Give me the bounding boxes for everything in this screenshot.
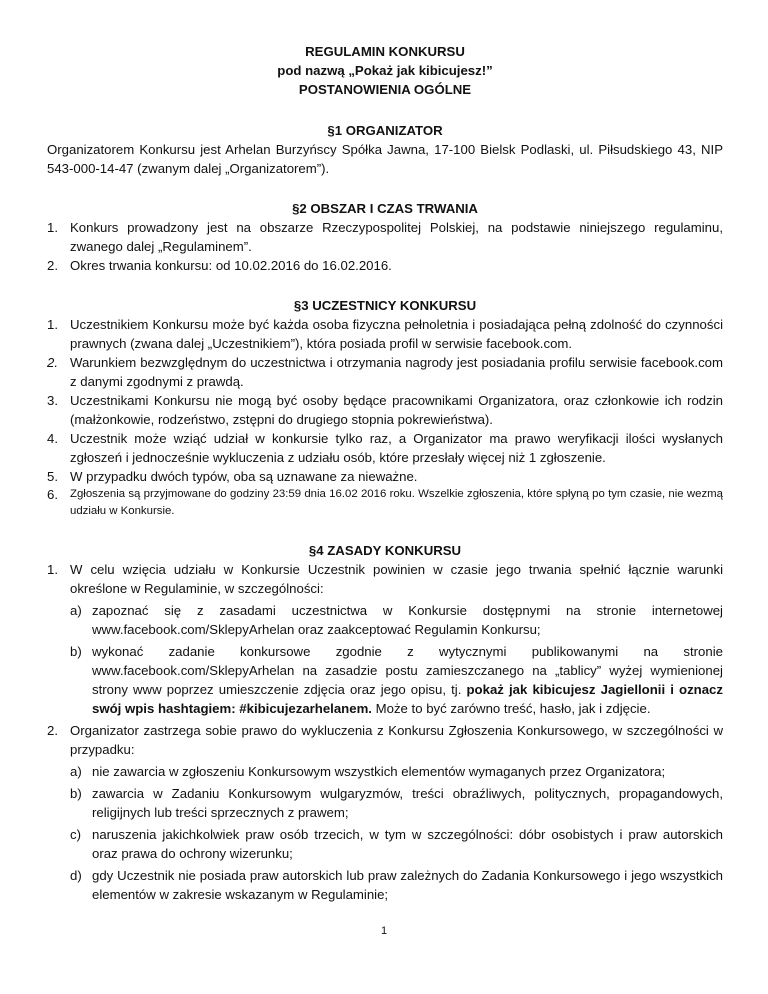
bold-instruction: pokaż jak kibicujesz Jagiellonii i oznacz swój wpis hashtagiem: #kibicujezarhelanem. xyxy=(92,682,723,716)
list-item: 4. Uczestnik może wziąć udział w konkursie tylko raz, a Organizator ma prawo weryfikacji ilości wysłanych zgłoszeń i jednocześnie wykluczenia z udziału osób, które przesłały więcej niż 1 zgłoszenie. xyxy=(47,431,723,465)
list-item: 1. Uczestnikiem Konkursu może być każda osoba fizyczna pełnoletnia i posiadająca pełną zdolność do czynności prawnych (zwana dalej „Uczestnikiem”), która posiada profil w serwisie facebook.com. xyxy=(47,317,723,351)
sub-list-item: a) nie zawarcia w zgłoszeniu Konkursowym wszystkich elementów wymaganych przez Organizatora; xyxy=(70,764,666,779)
section-heading: §2 OBSZAR I CZAS TRWANIA xyxy=(292,201,478,216)
section-participants xyxy=(47,296,723,520)
sub-list-item: d) gdy Uczestnik nie posiada praw autorskich lub praw zależnych do Zadania Konkursowego i jego wszystkich elementów w zakresie wskazanym w Regulaminie; xyxy=(70,868,723,902)
section-organizer xyxy=(47,121,723,178)
list-item: 3. Uczestnikami Konkursu nie mogą być osoby będące pracownikami Organizatora, oraz członkowie ich rodzin (małżonkowie, rodzeństwo, zstępni do drugiego stopnia pokrewieństwa). xyxy=(47,393,723,427)
section-heading: §1 ORGANIZATOR xyxy=(327,123,443,138)
section-heading: §3 UCZESTNICY KONKURSU xyxy=(293,298,477,313)
section-area-time xyxy=(47,199,723,275)
list-item: 5. W przypadku dwóch typów, oba są uznawane za nieważne. xyxy=(47,469,418,484)
list-item: 2. Organizator zastrzega sobie prawo do wykluczenia z Konkursu Zgłoszenia Konkursowego, w szczególności w przypadku: a) nie zawarcia w zgłoszeniu Konkursowym wszystkich elementów wymaganych przez Organizatora; b) zawarcia w Zadaniu Konkursowym wulgaryzmów, treści obraźliwych, politycznych, propagandowych, religijnych lub treści sprzecznych z prawem; c) naruszenia jakichkolwiek praw osób trzecich, w tym w szczególności: dóbr osobistych i praw autorskich oraz prawa do ochrony wizerunku; d) gdy Uczestnik nie posiada praw autorskich lub praw zależnych do Zadania Konkursowego i jego wszystkich elementów w zakresie wskazanym w Regulaminie; xyxy=(47,723,723,902)
list-item: 2. Warunkiem bezwzględnym do uczestnictwa i otrzymania nagrody jest posiadania profilu serwisie facebook.com z danymi zgodnymi z prawdą. xyxy=(47,355,723,389)
section-heading: §4 ZASADY KONKURSU xyxy=(308,543,462,558)
list-item: 6. Zgłoszenia są przyjmowane do godziny 23:59 dnia 16.02 2016 roku. Wszelkie zgłoszenia, które spłyną po tym czasie, nie wezmą udziału w Konkursie. xyxy=(47,487,723,517)
section-rules xyxy=(47,541,723,904)
list-item: 1. Konkurs prowadzony jest na obszarze Rzeczypospolitej Polskiej, na podstawie niniejszego regulaminu, zwanego dalej „Regulaminem”. xyxy=(47,220,723,254)
document-title xyxy=(47,42,723,99)
sub-list-item: c) naruszenia jakichkolwiek praw osób trzecich, w tym w szczególności: dóbr osobistych i praw autorskich oraz prawa do ochrony wizerunku; xyxy=(70,827,723,861)
title-line-1: REGULAMIN KONKURSU xyxy=(305,44,465,59)
paragraph: Organizatorem Konkursu jest Arhelan Burzyńscy Spółka Jawna, 17-100 Bielsk Podlaski, ul. Piłsudskiego 43, NIP 543-000-14-47 (zwanym dalej „Organizatorem”). xyxy=(47,142,723,176)
document-page xyxy=(47,42,723,907)
sub-list-item: b) zawarcia w Zadaniu Konkursowym wulgaryzmów, treści obraźliwych, politycznych, propagandowych, religijnych lub treści sprzecznych z prawem; xyxy=(70,786,723,820)
title-line-3: POSTANOWIENIA OGÓLNE xyxy=(298,82,472,97)
sub-list-item: b) wykonać zadanie konkursowe zgodnie z wytycznymi publikowanymi na stronie www.facebook.com/SklepyArhelan na zasadzie postu zamieszczanego na „tablicy” wyżej wymienionej strony www poprzez umieszczenie zdjęcia oraz jego opisu, tj. pokaż jak kibicujesz Jagiellonii i oznacz swój wpis hashtagiem: #kibicujezarhelanem. Może to być zarówno treść, hasło, jak i zdjęcie. xyxy=(70,644,723,716)
list-item: 2. Okres trwania konkursu: od 10.02.2016 do 16.02.2016. xyxy=(47,258,392,273)
list-item: 1. W celu wzięcia udziału w Konkursie Uczestnik powinien w czasie jego trwania spełnić łącznie warunki określone w Regulaminie, w szczególności: a) zapoznać się z zasadami uczestnictwa w Konkursie dostępnymi na stronie internetowej www.facebook.com/SklepyArhelan oraz zaakceptować Regulamin Konkursu; b) wykonać zadanie konkursowe zgodnie z wytycznymi publikowanymi na stronie www.facebook.com/SklepyArhelan na zasadzie postu zamieszczanego na „tablicy” wyżej wymienionej strony www poprzez umieszczenie zdjęcia oraz jego opisu, tj. pokaż jak kibicujesz Jagiellonii i oznacz swój wpis hashtagiem: #kibicujezarhelanem. Może to być zarówno treść, hasło, jak i zdjęcie. xyxy=(47,562,723,716)
title-line-2: pod nazwą „Pokaż jak kibicujesz!” xyxy=(277,63,493,78)
sub-list-item: a) zapoznać się z zasadami uczestnictwa w Konkursie dostępnymi na stronie internetowej www.facebook.com/SklepyArhelan oraz zaakceptować Regulamin Konkursu; xyxy=(70,603,723,637)
page-number: 1 xyxy=(380,925,388,937)
